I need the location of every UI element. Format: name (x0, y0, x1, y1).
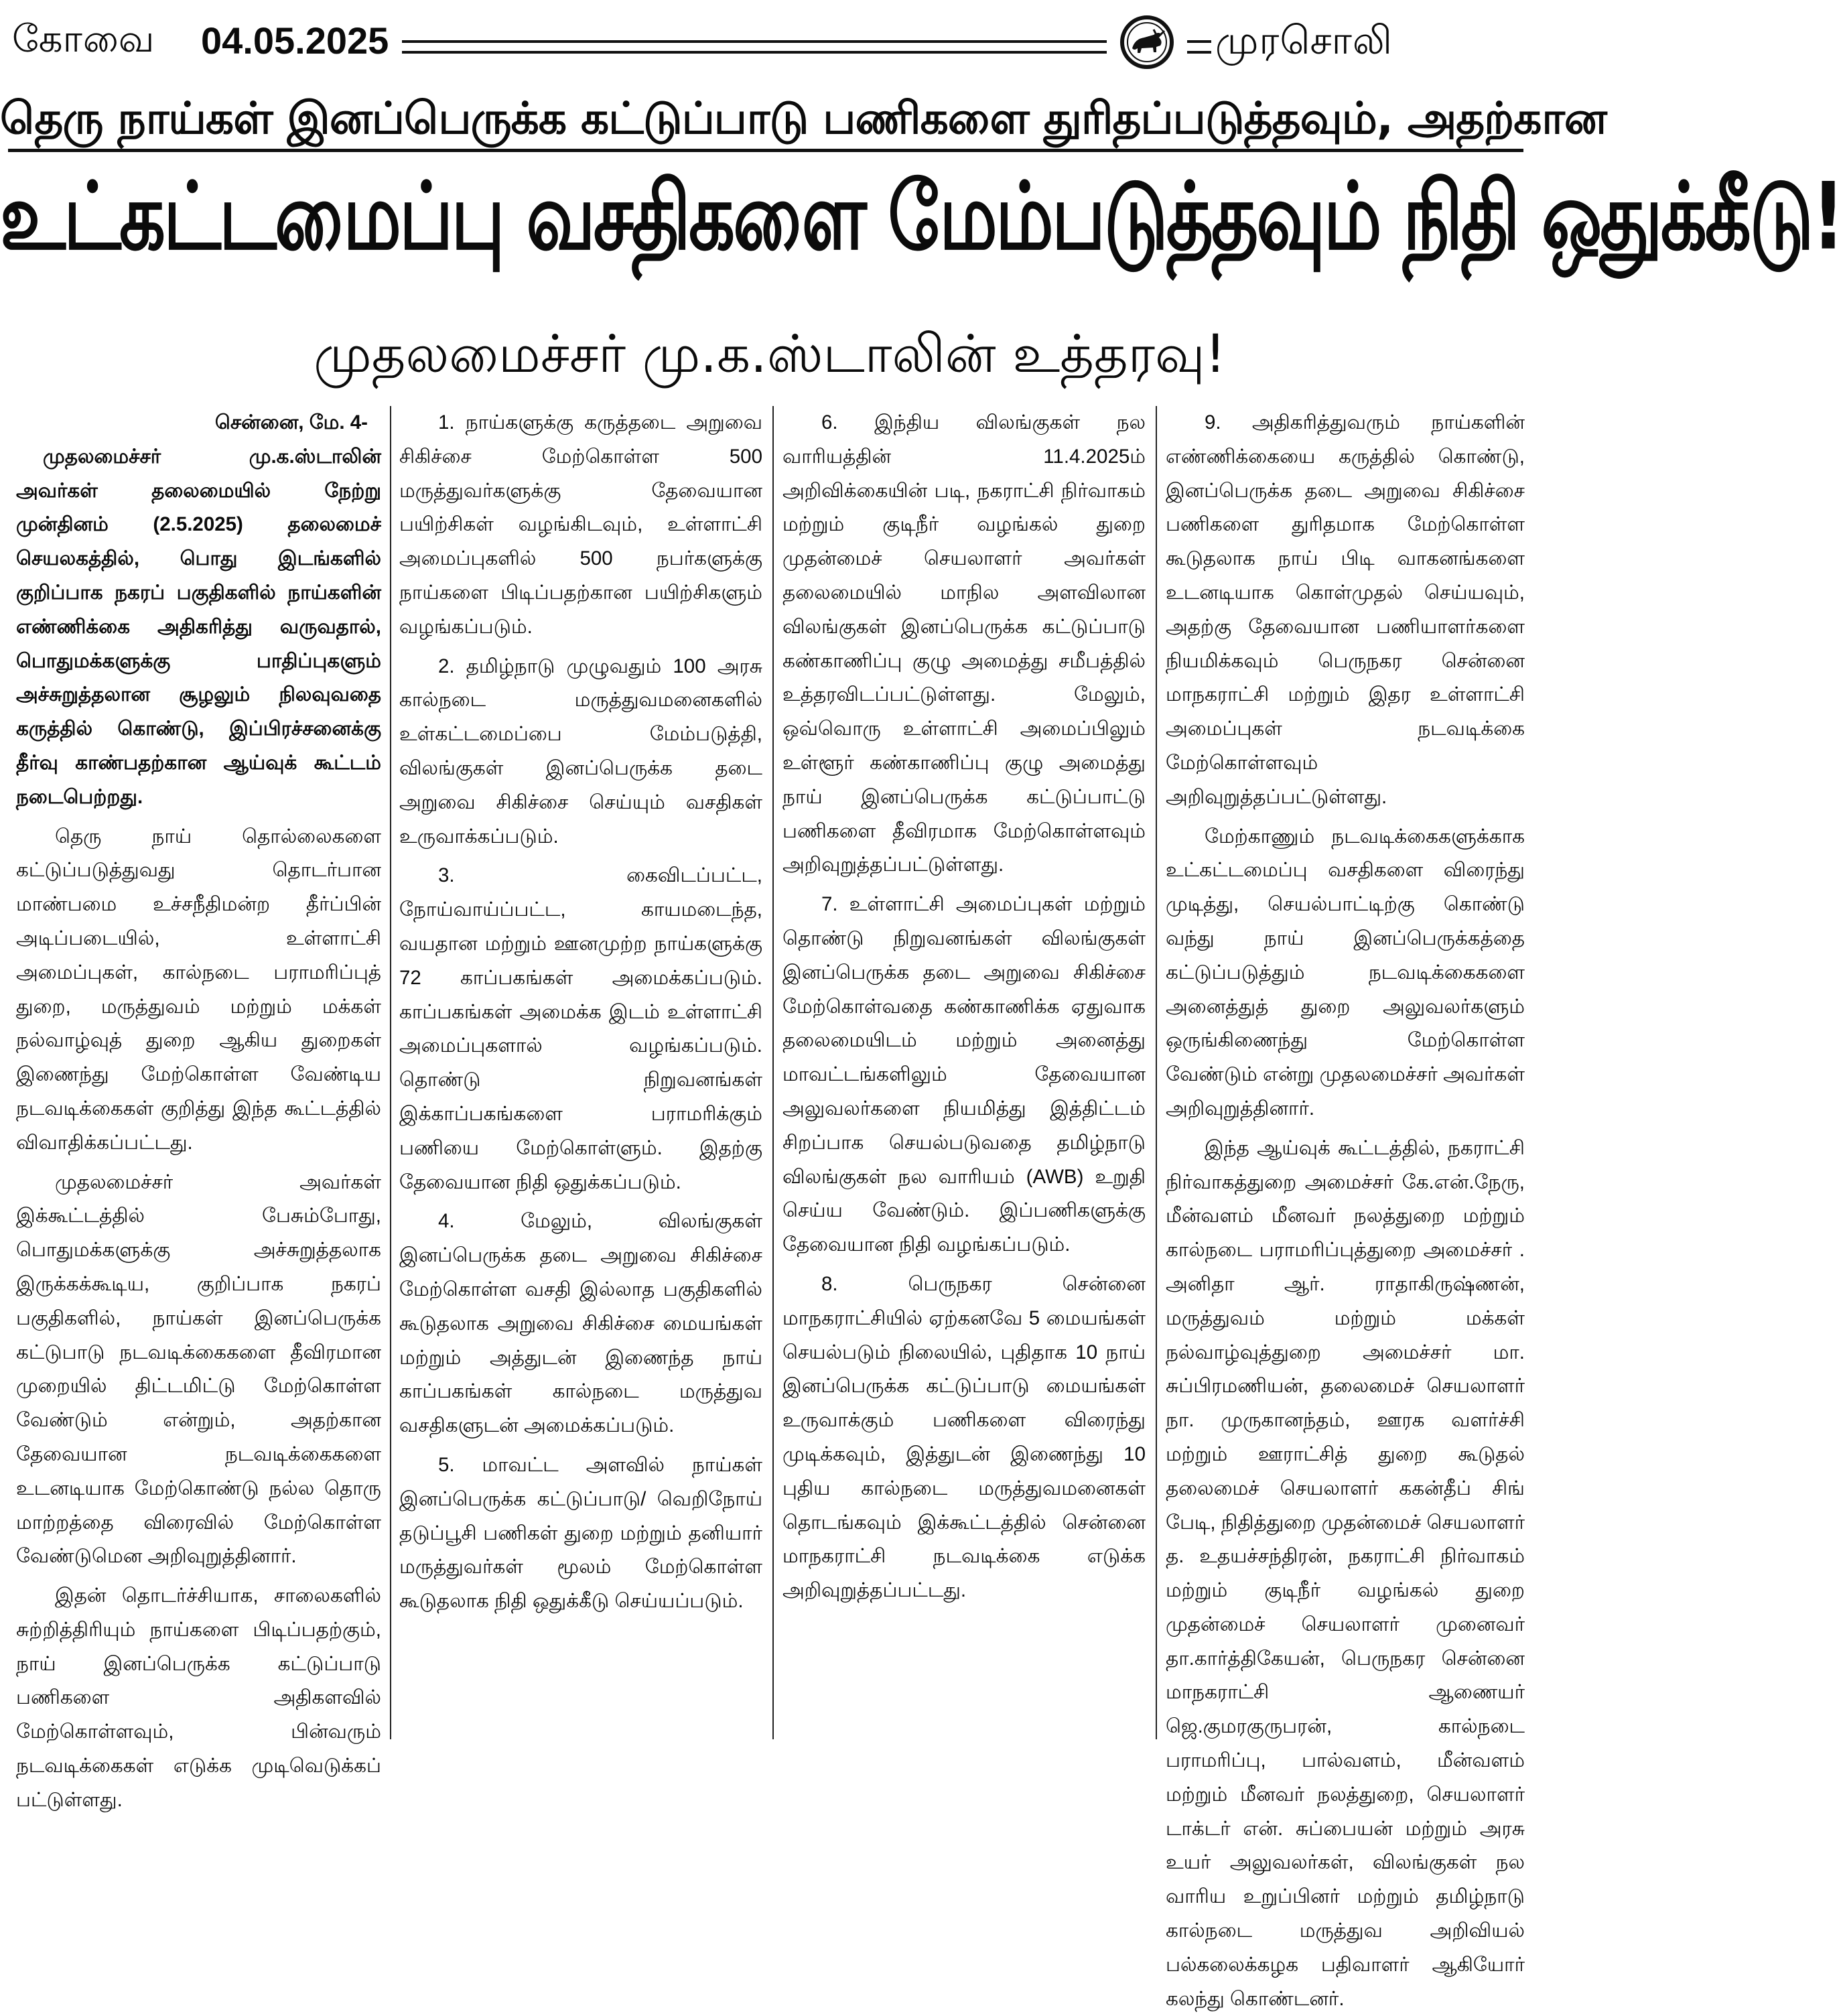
sub-headline: முதலமைச்சர் மு.க.ஸ்டாலின் உத்தரவு! (314, 324, 1226, 385)
main-headline: உட்கட்டமைப்பு வசதிகளை மேம்படுத்தவும் நிதி ஒதுக்கீடு! (0, 163, 1843, 271)
article-dateline: சென்னை, மே. 4- (214, 411, 368, 433)
action-item: 3. கைவிடப்பட்ட, நோய்வாய்ப்பட்ட, காயமடைந்த, வயதான மற்றும் ஊனமுற்ற நாய்களுக்கு 72 காப்பகங்கள் அமைக்கப்படும். காப்பகங்கள் அமைக்க இடம் உள்ளாட்சி அமைப்புகளால் வழங்கப்படும். தொண்டு நிறுவனங்கள் இக்காப்பகங்களை பராமரிக்கும் பணியை மேற்கொள்ளும். இதற்கு தேவையான நிதி ஒதுக்கப்படும். (399, 864, 762, 1193)
article-paragraph: தெரு நாய் தொல்லைகளை கட்டுப்படுத்துவது தொடர்பான மாண்பமை உச்சநீதிமன்ற தீர்ப்பின் அடிப்படையில், உள்ளாட்சி அமைப்புகள், கால்நடை பராமரிப்புத் துறை, மருத்துவம் மற்றும் மக்கள் நல்வாழ்வுத் துறை ஆகிய துறைகள் இணைந்து மேற்கொள்ள வேண்டிய நடவடிக்கைகள் குறித்து இந்த கூட்டத்தில் விவாதிக்கப்பட்டது. (16, 825, 381, 1154)
bull-emblem-icon (1112, 15, 1182, 70)
action-item: 5. மாவட்ட அளவில் நாய்கள் இனப்பெருக்க கட்டுப்பாடு/ வெறிநோய் தடுப்பூசி பணிகள் துறை மற்றும் தனியார் மருத்துவர்கள் மூலம் மேற்கொள்ள கூடுதலாக நிதி ஒதுக்கீடு செய்யப்படும். (399, 1453, 762, 1613)
article-column-4 (1166, 406, 1525, 2010)
article-paragraph: இந்த ஆய்வுக் கூட்டத்தில், நகராட்சி நிர்வாகத்துறை அமைச்சர் கே.என்.நேரு, மீன்வளம் மீனவர் நலத்துறை மற்றும் கால்நடை பராமரிப்புத்துறை அமைச்சர் . அனிதா ஆர். ராதாகிருஷ்ணன், மருத்துவம் மற்றும் மக்கள் நல்வாழ்வுத்துறை அமைச்சர் மா. சுப்பிரமணியன், தலைமைச் செயலாளர் நா. முருகானந்தம், ஊரக வளர்ச்சி மற்றும் ஊராட்சித் துறை கூடுதல் தலைமைச் செயலாளர் ககன்தீப் சிங் பேடி, நிதித்துறை முதன்மைச் செயலாளர் த. உதயச்சந்திரன், நகராட்சி நிர்வாகம் மற்றும் குடிநீர் வழங்கல் துறை முதன்மைச் செயலாளர் முனைவர் தா.கார்த்திகேயன், பெருநகர சென்னை மாநகராட்சி ஆணையர் ஜெ.குமரகுருபரன், கால்நடை பராமரிப்பு, பால்வளம், மீன்வளம் மற்றும் மீனவர் நலத்துறை, செயலாளர் டாக்டர் என். சுப்பையன் மற்றும் அரசு உயர் அலுவலர்கள், விலங்குகள் நல வாரிய உறுப்பினர் மற்றும் தமிழ்நாடு கால்நடை மருத்துவ அறிவியல் பல்கலைக்கழக பதிவாளர் ஆகியோர் கலந்து கொண்டனர். (1166, 1136, 1525, 2010)
action-item: 8. பெருநகர சென்னை மாநகராட்சியில் ஏற்கனவே 5 மையங்கள் செயல்படும் நிலையில், புதிதாக 10 நாய் இனப்பெருக்க கட்டுப்பாடு மையங்கள் உருவாக்கும் பணிகளை விரைந்து முடிக்கவும், இத்துடன் இணைந்து 10 புதிய கால்நடை மருத்துவமனைகள் தொடங்கவும் இக்கூட்டத்தில் சென்னை மாநகராட்சி நடவடிக்கை எடுக்க அறிவுறுத்தப்பட்டது. (782, 1272, 1146, 1602)
masthead-rule-right (1187, 40, 1211, 54)
action-item: 2. தமிழ்நாடு முழுவதும் 100 அரசு கால்நடை மருத்துவமனைகளில் உள்கட்டமைப்பை மேம்படுத்தி, விலங்குகள் இனப்பெருக்க தடை அறுவை சிகிச்சை செய்யும் வசதிகள் உருவாக்கப்படும். (399, 655, 762, 848)
masthead (0, 15, 1540, 70)
article-column-3 (782, 406, 1146, 1739)
article-column-1 (16, 406, 381, 1811)
article-lead: முதலமைச்சர் மு.க.ஸ்டாலின் அவர்கள் தலைமையில் நேற்று முன்தினம் (2.5.2025) தலைமைச் செயலகத்தில், பொது இடங்களில் குறிப்பாக நகரப் பகுதிகளில் நாய்களின் எண்ணிக்கை அதிகரித்து வருவதால், பொதுமக்களுக்கு பாதிப்புகளும் அச்சுறுத்தலான சூழலும் நிலவுவதை கருத்தில் கொண்டு, இப்பிரச்சனைக்கு தீர்வு காண்பதற்கான ஆய்வுக் கூட்டம் நடைபெற்றது. (16, 445, 381, 808)
column-divider (390, 406, 391, 1739)
edition-date: 04.05.2025 (201, 19, 389, 62)
action-item: 7. உள்ளாட்சி அமைப்புகள் மற்றும் தொண்டு நிறுவனங்கள் விலங்குகள் இனப்பெருக்க தடை அறுவை சிகிச்சை மேற்கொள்வதை கண்காணிக்க ஏதுவாக தலைமையிடம் மற்றும் அனைத்து மாவட்டங்களிலும் தேவையான அலுவலர்களை நியமித்து இத்திட்டம் சிறப்பாக செயல்படுவதை தமிழ்நாடு விலங்குகள் நல வாரியம் (AWB) உறுதி செய்ய வேண்டும். இப்பணிகளுக்கு தேவையான நிதி வழங்கப்படும். (782, 893, 1146, 1256)
action-item: 6. இந்திய விலங்குகள் நல வாரியத்தின் 11.4.2025ம் அறிவிக்கையின் படி, நகராட்சி நிர்வாகம் மற்றும் குடிநீர் வழங்கல் துறை முதன்மைச் செயலாளர் அவர்கள் தலைமையில் மாநில அளவிலான விலங்குகள் இனப்பெருக்க கட்டுப்பாடு கண்காணிப்பு குழு அமைத்து சமீபத்தில் உத்தரவிடப்பட்டுள்ளது. மேலும், ஒவ்வொரு உள்ளாட்சி அமைப்பிலும் உள்ளூர் கண்காணிப்பு குழு அமைத்து நாய் இனப்பெருக்க கட்டுப்பாட்டு பணிகளை தீவிரமாக மேற்கொள்ளவும் அறிவுறுத்தப்பட்டுள்ளது. (782, 411, 1146, 876)
headline-kicker: தெரு நாய்கள் இனப்பெருக்க கட்டுப்பாடு பணிகளை துரிதப்படுத்தவும், அதற்கான (0, 92, 1607, 144)
masthead-rule-left (402, 40, 1107, 54)
column-divider (1156, 406, 1157, 1739)
article-column-2 (399, 406, 762, 1739)
action-item: 9. அதிகரித்துவரும் நாய்களின் எண்ணிக்கையை கருத்தில் கொண்டு, இனப்பெருக்க தடை அறுவை சிகிச்சை பணிகளை துரிதமாக மேற்கொள்ள கூடுதலாக நாய் பிடி வாகனங்களை உடனடியாக கொள்முதல் செய்யவும், அதற்கு தேவையான பணியாளர்களை நியமிக்கவும் பெருநகர சென்னை மாநகராட்சி மற்றும் இதர உள்ளாட்சி அமைப்புகள் நடவடிக்கை மேற்கொள்ளவும் அறிவுறுத்தப்பட்டுள்ளது. (1166, 411, 1525, 808)
action-item: 1. நாய்களுக்கு கருத்தடை அறுவை சிகிச்சை மேற்கொள்ள 500 மருத்துவர்களுக்கு தேவையான பயிற்சிகள் வழங்கிடவும், உள்ளாட்சி அமைப்புகளில் 500 நபர்களுக்கு நாய்களை பிடிப்பதற்கான பயிற்சிகளும் வழங்கப்படும். (399, 411, 762, 638)
column-divider (772, 406, 774, 1739)
newspaper-name: முரசொலி (1215, 17, 1393, 63)
edition-city: கோவை (12, 17, 155, 61)
article-paragraph: இதன் தொடர்ச்சியாக, சாலைகளில் சுற்றித்திரியும் நாய்களை பிடிப்பதற்கும், நாய் இனப்பெருக்க கட்டுப்பாடு பணிகளை அதிகளவில் மேற்கொள்ளவும், பின்வரும் நடவடிக்கைகள் எடுக்க முடிவெடுக்கப் பட்டுள்ளது. (16, 1585, 381, 1811)
action-item: 4. மேலும், விலங்குகள் இனப்பெருக்க தடை அறுவை சிகிச்சை மேற்கொள்ள வசதி இல்லாத பகுதிகளில் கூடுதலாக அறுவை சிகிச்சை மையங்கள் மற்றும் அத்துடன் இணைந்த நாய் காப்பகங்கள் கால்நடை மருத்துவ வசதிகளுடன் அமைக்கப்படும். (399, 1210, 762, 1437)
kicker-underline (8, 149, 1523, 152)
article-paragraph: முதலமைச்சர் அவர்கள் இக்கூட்டத்தில் பேசும்போது, பொதுமக்களுக்கு அச்சுறுத்தலாக இருக்கக்கூடிய, குறிப்பாக நகரப் பகுதிகளில், நாய்கள் இனப்பெருக்க கட்டுபாடு நடவடிக்கைகளை தீவிரமான முறையில் திட்டமிட்டு மேற்கொள்ள வேண்டும் என்றும், அதற்கான தேவையான நடவடிக்கைகளை உடனடியாக மேற்கொண்டு நல்ல தொரு மாற்றத்தை விரைவில் மேற்கொள்ள வேண்டுமென அறிவுறுத்தினார். (16, 1170, 381, 1568)
article-paragraph: மேற்காணும் நடவடிக்கைகளுக்காக உட்கட்டமைப்பு வசதிகளை விரைந்து முடித்து, செயல்பாட்டிற்கு கொண்டு வந்து நாய் இனப்பெருக்கத்தை கட்டுப்படுத்தும் நடவடிக்கைகளை அனைத்துத் துறை அலுவலர்களும் ஒருங்கிணைந்து மேற்கொள்ள வேண்டும் என்று முதலமைச்சர் அவர்கள் அறிவுறுத்தினார். (1166, 825, 1525, 1120)
